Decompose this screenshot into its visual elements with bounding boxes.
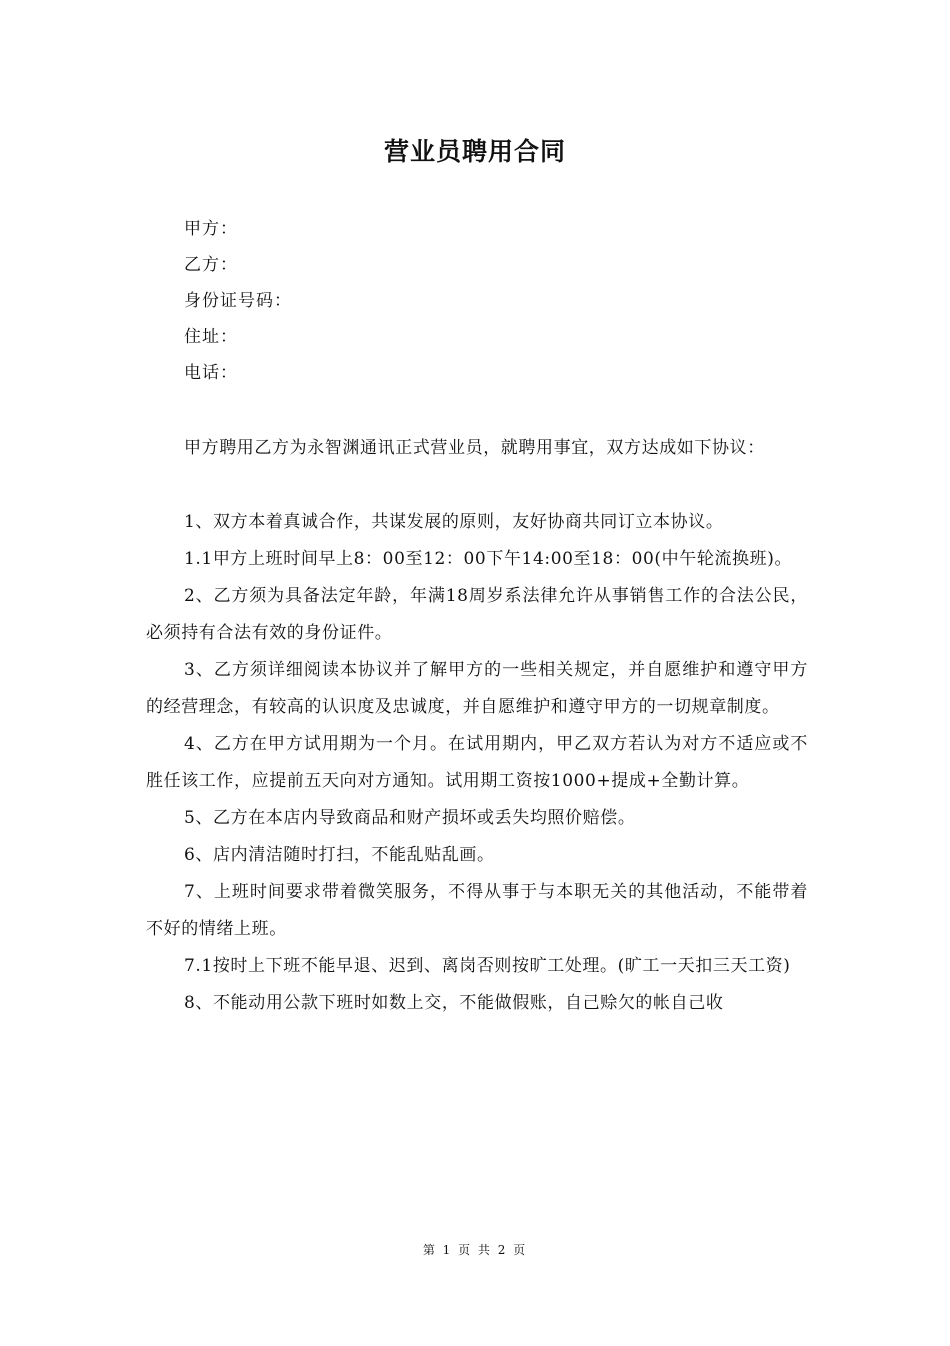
- contract-body: [146, 430, 808, 1022]
- clause-1: 1、双方本着真诚合作，共谋发展的原则，友好协商共同订立本协议。: [184, 512, 724, 532]
- intro-paragraph: 甲方聘用乙方为永智渊通讯正式营业员，就聘用事宜，双方达成如下协议：: [184, 438, 765, 458]
- clause-5: 5、乙方在本店内导致商品和财产损坏或丢失均照价赔偿。: [184, 808, 636, 828]
- party-a-field: 甲方：: [184, 219, 238, 239]
- party-info-fields: [184, 216, 804, 396]
- clause-1-1: 1.1甲方上班时间早上8：00至12：00下午14:00至18：00(中午轮流换班)。: [184, 549, 793, 569]
- clause-2: 2、乙方须为具备法定年龄，年满18周岁系法律允许从事销售工作的合法公民，必须持有合法有效的身份证件。: [146, 586, 808, 643]
- clause-7-1: 7.1按时上下班不能早退、迟到、离岗否则按旷工处理。(旷工一天扣三天工资): [184, 956, 791, 976]
- party-b-field: 乙方：: [184, 255, 238, 275]
- clause-4: 4、乙方在甲方试用期为一个月。在试用期内，甲乙双方若认为对方不适应或不胜任该工作，应提前五天向对方通知。试用期工资按1000+提成+全勤计算。: [146, 734, 808, 791]
- page-number-footer: 第 1 页 共 2 页: [422, 1243, 528, 1257]
- id-number-field: 身份证号码：: [184, 291, 292, 311]
- clause-6: 6、店内清洁随时打扫，不能乱贴乱画。: [184, 845, 495, 865]
- address-field: 住址：: [184, 327, 238, 347]
- document-title: 营业员聘用合同: [383, 137, 566, 166]
- clause-7: 7、上班时间要求带着微笑服务，不得从事于与本职无关的其他活动，不能带着不好的情绪上班。: [146, 882, 808, 939]
- clause-3: 3、乙方须详细阅读本协议并了解甲方的一些相关规定，并自愿维护和遵守甲方的经营理念，有较高的认识度及忠诚度，并自愿维护和遵守甲方的一切规章制度。: [146, 660, 808, 717]
- clause-8: 8、不能动用公款下班时如数上交，不能做假账，自己赊欠的帐自己收: [184, 993, 724, 1013]
- paragraph-gap: [146, 467, 808, 504]
- phone-field: 电话：: [184, 363, 238, 383]
